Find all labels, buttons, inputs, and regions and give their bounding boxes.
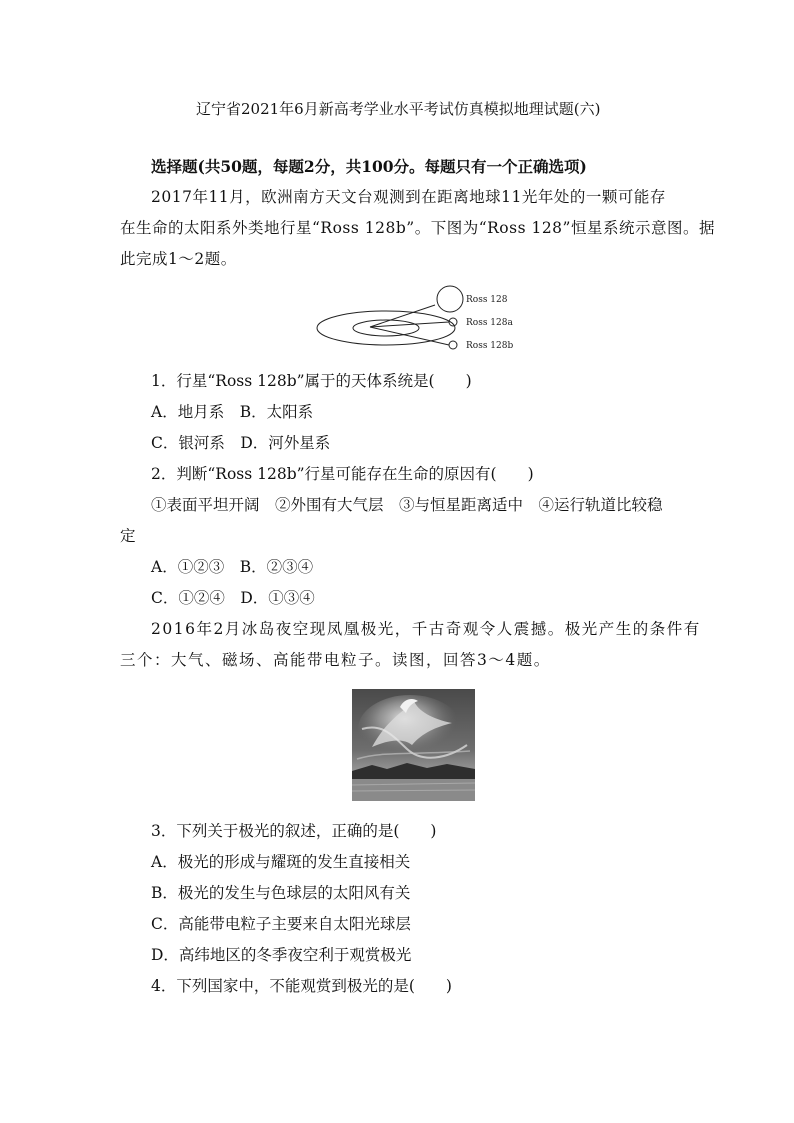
q3-option-b: B．极光的发生与色球层的太阳风有关 bbox=[151, 884, 411, 902]
page-title: 辽宁省2021年6月新高考学业水平考试仿真模拟地理试题(六) bbox=[196, 100, 601, 118]
passage2-line1: 2016年2月冰岛夜空现凤凰极光，千古奇观令人震撼。极光产生的条件有 bbox=[151, 620, 701, 638]
inner-orbit bbox=[353, 320, 419, 336]
q3-option-c: C．高能带电粒子主要来自太阳光球层 bbox=[151, 915, 411, 933]
q1-options-cd: C．银河系 D．河外星系 bbox=[151, 434, 331, 452]
q2-options-ab: A．①②③ B．②③④ bbox=[151, 558, 314, 576]
ross128b-planet bbox=[449, 341, 457, 349]
q3-option-d: D．高纬地区的冬季夜空利于观赏极光 bbox=[151, 946, 412, 964]
passage2-line2: 三个：大气、磁场、高能带电粒子。读图，回答3～4题。 bbox=[120, 651, 551, 669]
passage1-line3: 此完成1～2题。 bbox=[120, 250, 237, 268]
q2-items-line1: ①表面平坦开阔 ②外围有大气层 ③与恒星距离适中 ④运行轨道比较稳 bbox=[151, 496, 663, 514]
ross128-star bbox=[437, 286, 463, 312]
passage1-line1: 2017年11月，欧洲南方天文台观测到在距离地球11光年处的一颗可能存 bbox=[151, 188, 666, 206]
label-ross128: Ross 128 bbox=[466, 295, 508, 305]
q2-items-line2: 定 bbox=[120, 527, 136, 545]
phoenix-aurora-photo bbox=[352, 689, 475, 801]
q4-stem: 4．下列国家中，不能观赏到极光的是( ) bbox=[151, 977, 452, 995]
q3-option-a: A．极光的形成与耀斑的发生直接相关 bbox=[151, 853, 411, 871]
q2-stem: 2．判断“Ross 128b”行星可能存在生命的原因有( ) bbox=[151, 465, 534, 483]
q1-stem: 1．行星“Ross 128b”属于的天体系统是( ) bbox=[151, 372, 472, 390]
label-ross128a: Ross 128a bbox=[466, 318, 513, 328]
q1-options-ab: A．地月系 B．太阳系 bbox=[151, 403, 314, 421]
passage1-line2: 在生命的太阳系外类地行星“Ross 128b”。下图为“Ross 128”恒星系统示意图。据 bbox=[120, 219, 715, 237]
outer-orbit bbox=[317, 311, 455, 345]
ross128-system-diagram bbox=[310, 280, 550, 360]
q3-stem: 3．下列关于极光的叙述，正确的是( ) bbox=[151, 822, 437, 840]
label-ross128b: Ross 128b bbox=[466, 341, 514, 351]
section-header: 选择题(共50题，每题2分，共100分。每题只有一个正确选项) bbox=[151, 157, 587, 176]
q2-options-cd: C．①②④ D．①③④ bbox=[151, 589, 315, 607]
